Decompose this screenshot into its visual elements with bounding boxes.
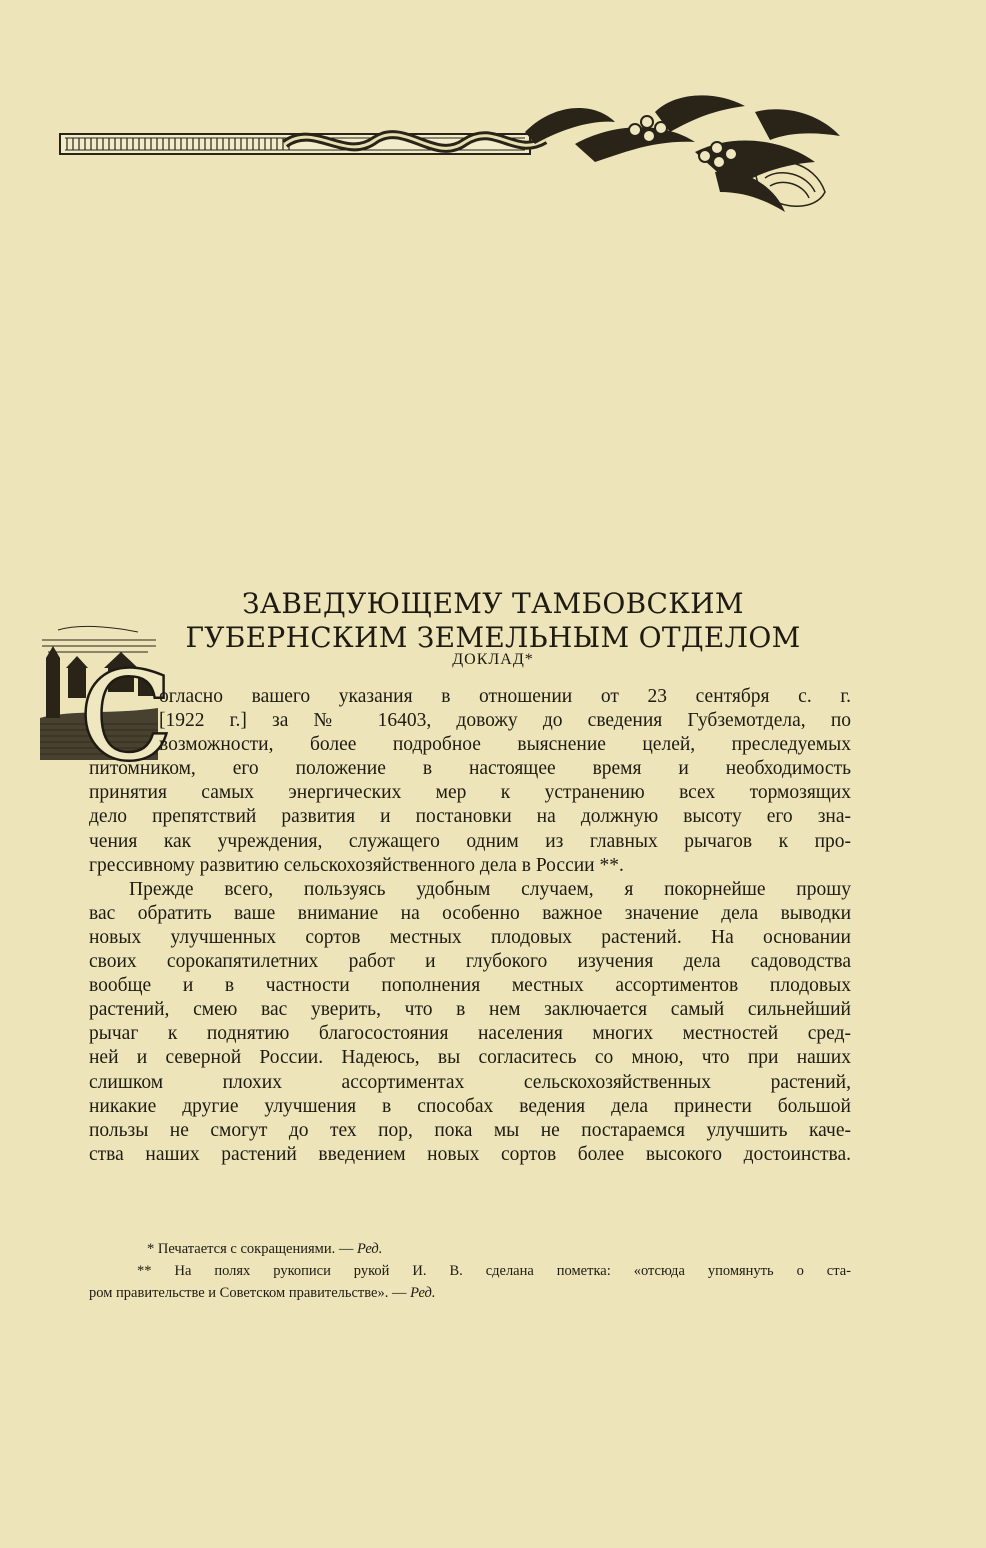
text-line: принятия самых энергических мер к устранению всех тормозящих [89,782,851,804]
text-line: грессивному развитию сельскохозяйственного дела в России **. [89,854,624,876]
text-line: ства наших растений введением новых сортов более высокого достоинства. [89,1143,851,1165]
footnotes [89,1238,851,1304]
text-line: слишком плохих ассортиментах сельскохозяйственных растений, [89,1071,851,1093]
text-line: [1922 г.] за № 16403, довожу до сведения Губземотдела, по [159,710,851,732]
text-line: возможности, более подробное выяснение целей, преследуемых [159,734,851,756]
title-line-1: ЗАВЕДУЮЩЕМУ ТАМБОВСКИМ [242,586,744,620]
footnote-2-line-1 [89,1260,851,1282]
headpiece-ornament [55,92,850,217]
text-line: Прежде всего, пользуясь удобным случаем, я покорнейше прошу [129,878,851,900]
paragraph-2 [89,878,851,1167]
text-line: растений, смею вас уверить, что в нем заключается самый сильнейший [89,999,851,1021]
footnote-1-text: Печатается с сокращениями. — [157,1241,354,1257]
document-subtitle: ДОКЛАД* [452,651,534,668]
footnote-2-text: На полях рукописи рукой И. В. сделана пометка: «отсюда упомянуть о ста- [174,1263,852,1279]
body-text [89,685,851,1167]
text-line: никакие другие улучшения в способах ведения дела принести большой [89,1095,851,1117]
text-line: ней и северной России. Надеюсь, вы согласитесь со мною, что при наших [89,1047,851,1069]
document-title [120,587,866,655]
footnote-1 [89,1238,851,1260]
text-line: питомником, его положение в настоящее время и необходимость [89,758,851,780]
text-line: рычаг к поднятию благосостояния населения многих местностей сред- [89,1023,851,1045]
text-line: своих сорокапятилетних работ и глубокого изучения дела садоводства [89,951,851,973]
footnote-1-mark: * [147,1241,155,1257]
footnote-2-editor: Ред. [410,1285,436,1301]
text-line: огласно вашего указания в отношении от 23 сентября с. г. [159,686,851,707]
footnote-2-mark: ** [137,1263,152,1279]
title-line-2: ГУБЕРНСКИМ ЗЕМЕЛЬНЫМ ОТДЕЛОМ [185,620,801,654]
text-line: пользы не смогут до тех пор, пока мы не постараемся улучшить каче- [89,1119,851,1141]
footnote-2-line-2 [89,1282,851,1304]
footnote-2-text-cont: ром правительстве и Советском правительстве». — [89,1285,407,1301]
paragraph-1-end [89,757,851,877]
paragraph-1-start [89,685,851,757]
text-line: чения как учреждения, служащего одним из главных рычагов к про- [89,830,851,852]
text-line: новых улучшенных сортов местных плодовых растений. На основании [89,926,851,948]
drop-cap-letter: С [80,648,172,787]
text-line: вас обратить ваше внимание на особенно важное значение дела выводки [89,902,851,924]
footnote-1-editor: Ред. [356,1241,383,1257]
text-line: вообще и в частности пополнения местных ассортиментов плодовых [89,975,851,997]
text-line: дело препятствий развития и постановки на должную высоту его зна- [89,806,851,828]
